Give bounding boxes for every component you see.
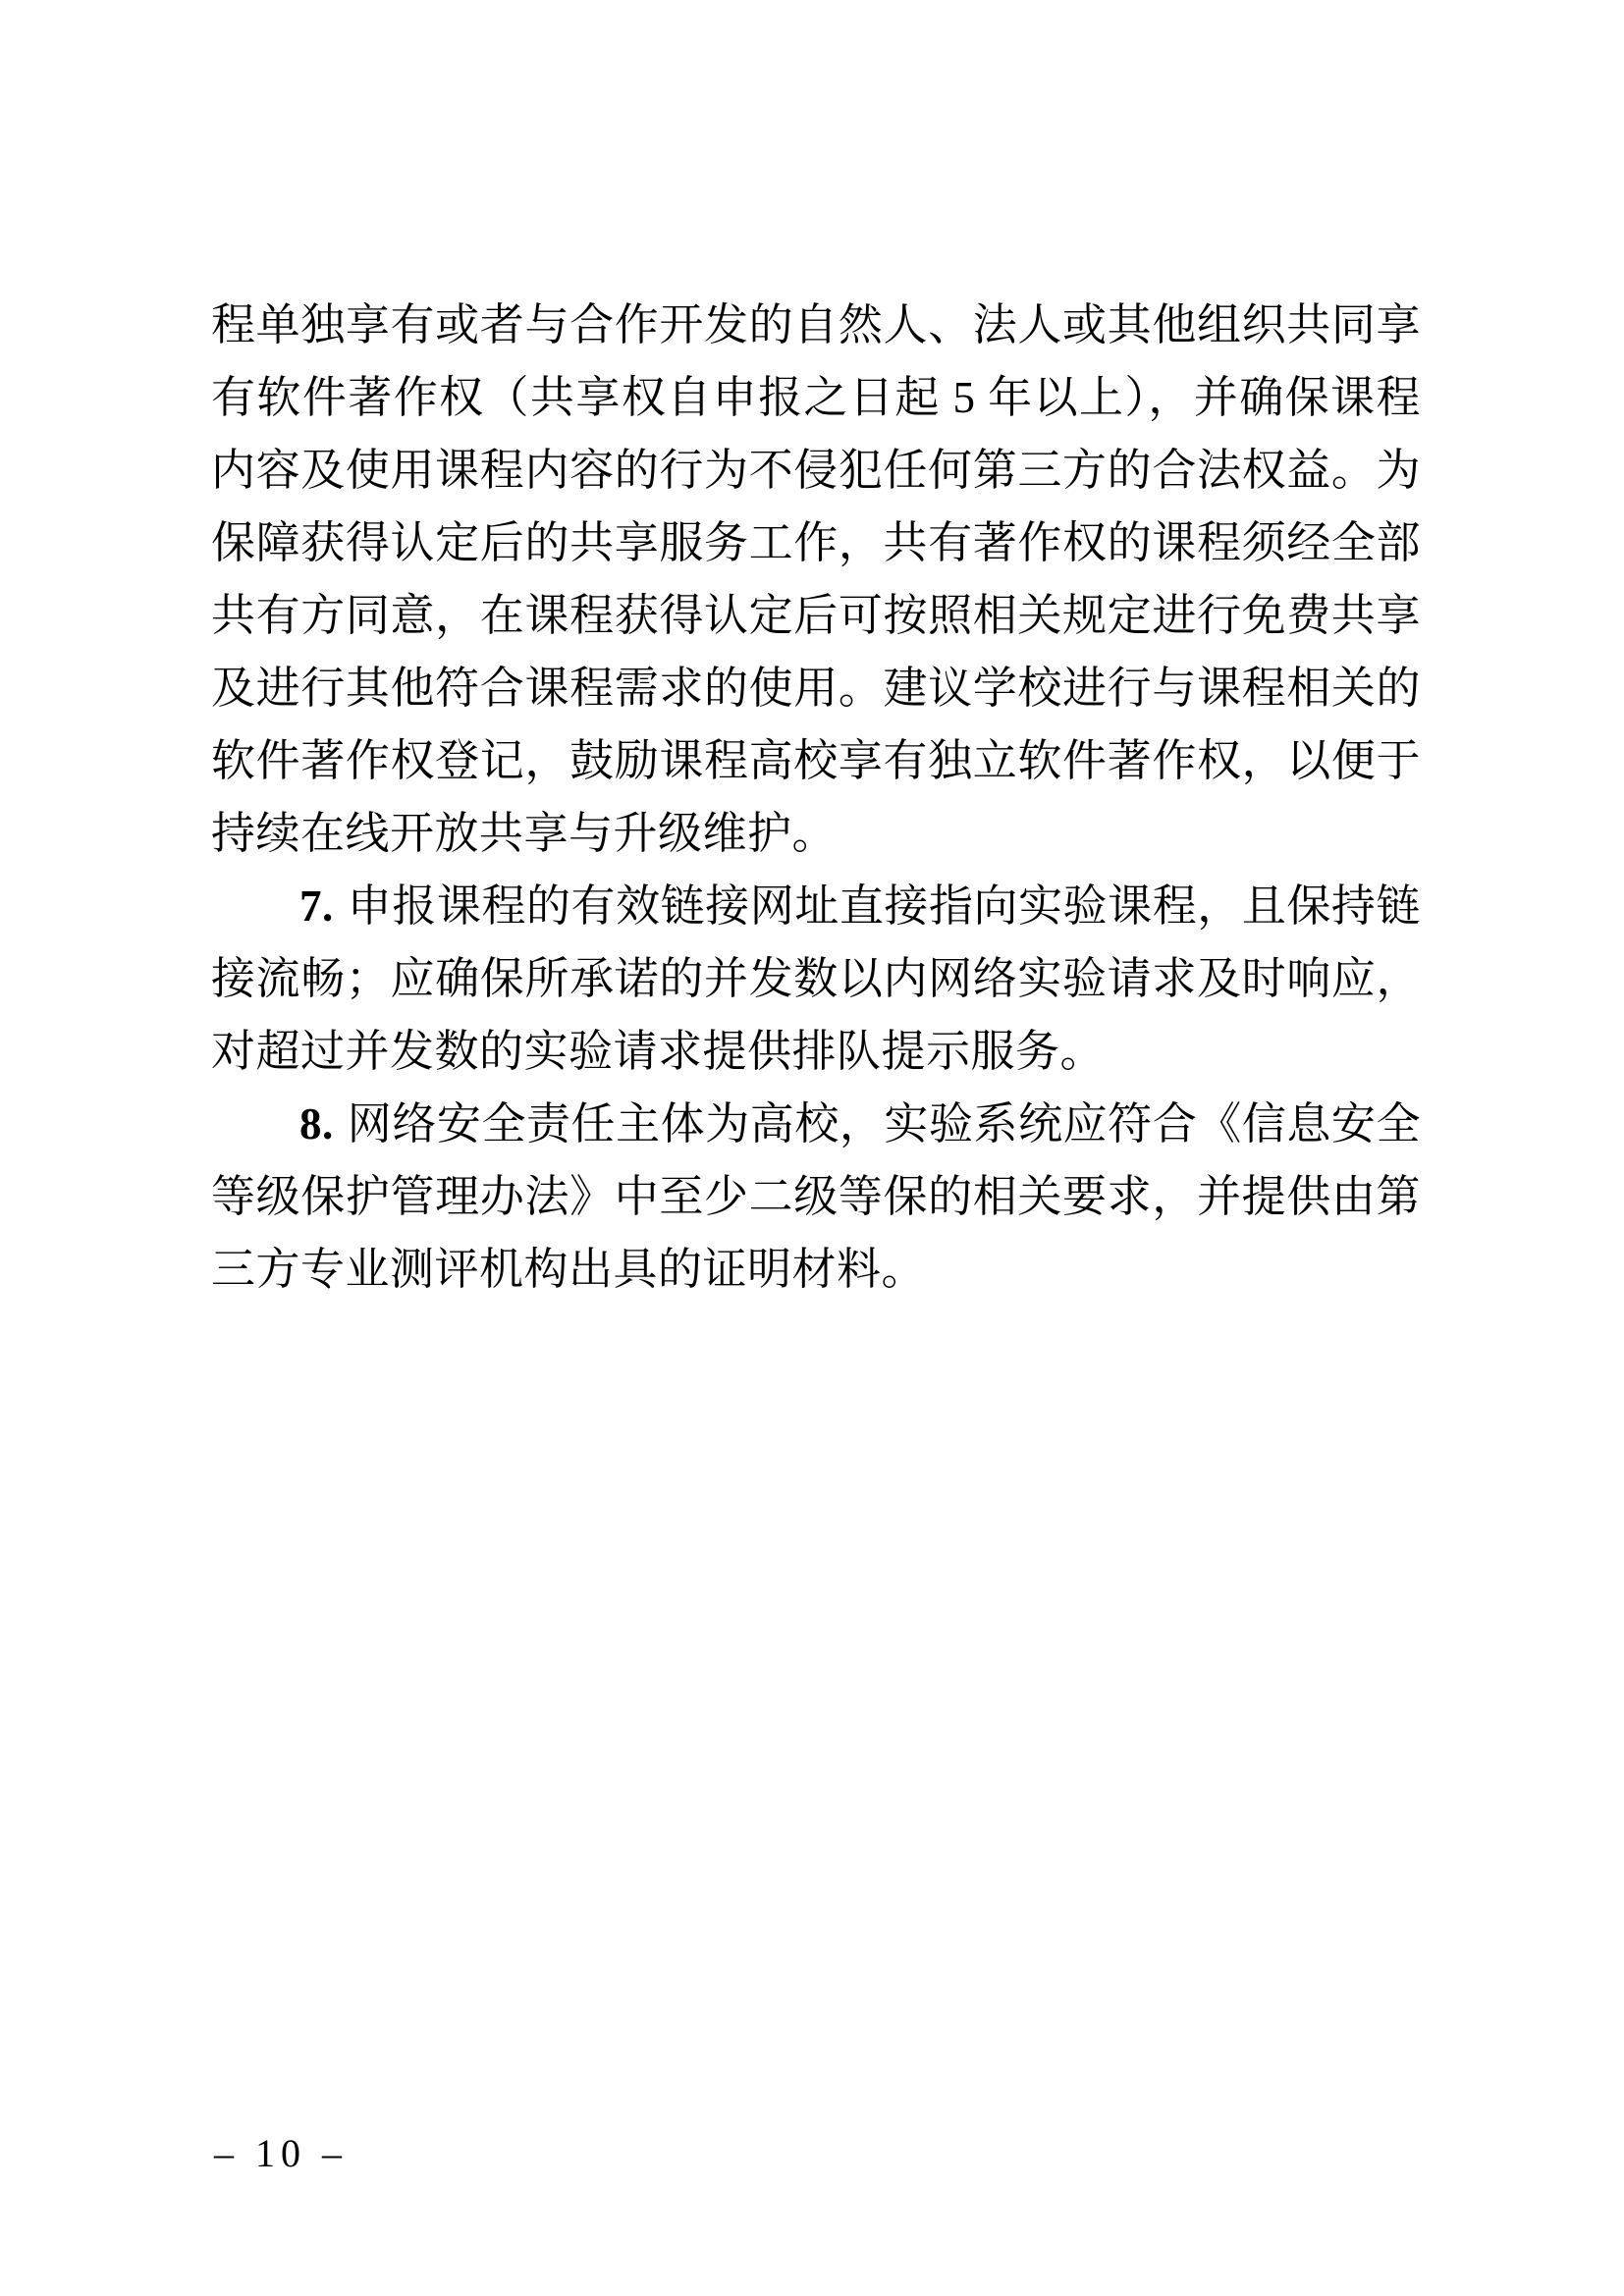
paragraph-number: 7. xyxy=(299,881,334,931)
paragraph-number: 8. xyxy=(299,1099,334,1148)
page-number: – 10 – xyxy=(214,2131,348,2175)
paragraph: 7. 申报课程的有效链接网址直接指向实验课程，且保持链接流畅；应确保所承诺的并发数以内网络实验请求及时响应，对超过并发数的实验请求提供排队提示服务。 xyxy=(211,881,1421,1076)
paragraph: 8. 网络安全责任主体为高校，实验系统应符合《信息安全等级保护管理办法》中至少二级等保的相关要求，并提供由第三方专业测评机构出具的证明材料。 xyxy=(211,1099,1421,1294)
paragraph: 程单独享有或者与合作开发的自然人、法人或其他组织共同享有软件著作权（共享权自申报之日起 5 年以上），并确保课程内容及使用课程内容的行为不侵犯任何第三方的合法权益。为保障获得认定后的共享服务工作，共有著作权的课程须经全部共有方同意，在课程获得认定后可按照相关规定进行免费共享及进行其他符合课程需求的使用。建议学校进行与课程相关的软件著作权登记，鼓励课程高校享有独立软件著作权，以便于持续在线开放共享与升级维护。 xyxy=(211,300,1421,858)
text-block xyxy=(211,289,1421,1306)
